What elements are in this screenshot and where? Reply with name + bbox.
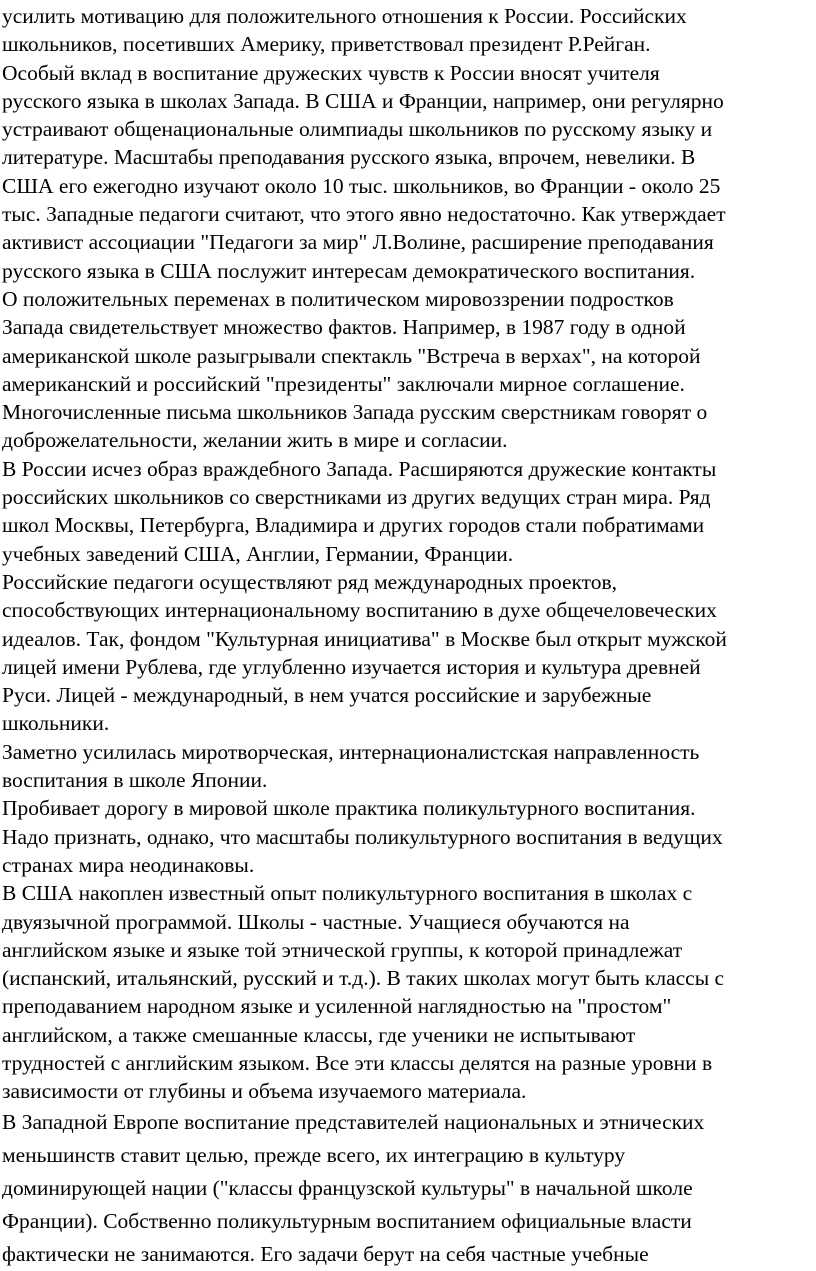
- text-line: школьников, посетивших Америку, приветствовал президент Р.Рейган.: [2, 32, 651, 57]
- text-line: Многочисленные письма школьников Запада русским сверстникам говорят о: [2, 400, 708, 425]
- text-line: литературе. Масштабы преподавания русского языка, впрочем, невелики. В: [2, 145, 696, 170]
- text-line: учебных заведений США, Англии, Германии, Франции.: [2, 541, 514, 566]
- text-line: американский и российский "президенты" заключали мирное соглашение.: [2, 371, 685, 396]
- text-line: активист ассоциации "Педагоги за мир" Л.Волине, расширение преподавания: [2, 230, 714, 255]
- text-line: школ Москвы, Петербурга, Владимира и других городов стали побратимами: [2, 513, 705, 538]
- text-line: (испанский, итальянский, русский и т.д.). В таких школах могут быть классы с: [2, 966, 725, 991]
- text-line: зависимости от глубины и объема изучаемого материала.: [2, 1079, 527, 1104]
- text-line: Заметно усилилась миротворческая, интернационалистская направленность: [2, 739, 700, 764]
- text-line: В России исчез образ враждебного Запада. Расширяются дружеские контакты: [2, 456, 717, 481]
- text-line: американской школе разыгрывали спектакль "Встреча в верхах", на которой: [2, 343, 701, 368]
- text-line: меньшинств ставит целью, прежде всего, их интеграцию в культуру: [2, 1142, 626, 1167]
- text-line: английском языке и языке той этнической группы, к которой принадлежат: [2, 937, 683, 962]
- text-line: странах мира неодинаковы.: [2, 852, 255, 877]
- text-line: школьники.: [2, 711, 110, 736]
- text-line: способствующих интернациональному воспитанию в духе общечеловеческих: [2, 598, 717, 623]
- text-line: Российские педагоги осуществляют ряд международных проектов,: [2, 569, 618, 594]
- text-line: лицей имени Рублева, где углубленно изучается история и культура древней: [2, 654, 701, 679]
- text-line: доброжелательности, желании жить в мире и согласии.: [2, 428, 508, 453]
- text-line: преподаванием народном языке и усиленной наглядностью на "простом": [2, 994, 672, 1019]
- text-line: усилить мотивацию для положительного отношения к России. Российских: [2, 4, 687, 28]
- text-line: Франции). Собственно поликультурным воспитанием официальные власти: [2, 1208, 692, 1233]
- text-line: трудностей с английским языком. Все эти классы делятся на разные уровни в: [2, 1050, 713, 1075]
- text-line: воспитания в школе Японии.: [2, 768, 268, 793]
- text-line: В Западной Европе воспитание представителей национальных и этнических: [2, 1109, 705, 1134]
- text-line: устраивают общенациональные олимпиады школьников по русскому языку и: [2, 117, 713, 142]
- text-line: Надо признать, однако, что масштабы поликультурного воспитания в ведущих: [2, 824, 723, 849]
- text-line: США его ежегодно изучают около 10 тыс. школьников, во Франции - около 25: [2, 173, 721, 198]
- text-line: идеалов. Так, фондом "Культурная инициатива" в Москве был открыт мужской: [2, 626, 727, 651]
- text-line: двуязычной программой. Школы - частные. Учащиеся обучаются на: [2, 909, 630, 934]
- text-line: российских школьников со сверстниками из других ведущих стран мира. Ряд: [2, 485, 711, 510]
- text-line: Пробивает дорогу в мировой школе практика поликультурного воспитания.: [2, 796, 696, 821]
- text-line: О положительных переменах в политическом мировоззрении подростков: [2, 286, 674, 311]
- text-line: русского языка в США послужит интересам демократического воспитания.: [2, 258, 696, 283]
- text-line: Запада свидетельствует множество фактов. Например, в 1987 году в одной: [2, 315, 686, 340]
- text-line: В США накоплен известный опыт поликультурного воспитания в школах с: [2, 881, 693, 906]
- text-line: английском, а также смешанные классы, где ученики не испытывают: [2, 1022, 636, 1047]
- body-text: [2, 2, 814, 1271]
- text-line: тыс. Западные педагоги считают, что этого явно недостаточно. Как утверждает: [2, 202, 726, 227]
- text-line: Особый вклад в воспитание дружеских чувств к России вносят учителя: [2, 60, 660, 85]
- text-line: фактически не занимаются. Его задачи берут на себя частные учебные: [2, 1241, 649, 1266]
- text-line: доминирующей нации ("классы французской культуры" в начальной школе: [2, 1175, 693, 1200]
- text-line: русского языка в школах Запада. В США и Франции, например, они регулярно: [2, 88, 724, 113]
- text-line: Руси. Лицей - международный, в нем учатся российские и зарубежные: [2, 683, 652, 708]
